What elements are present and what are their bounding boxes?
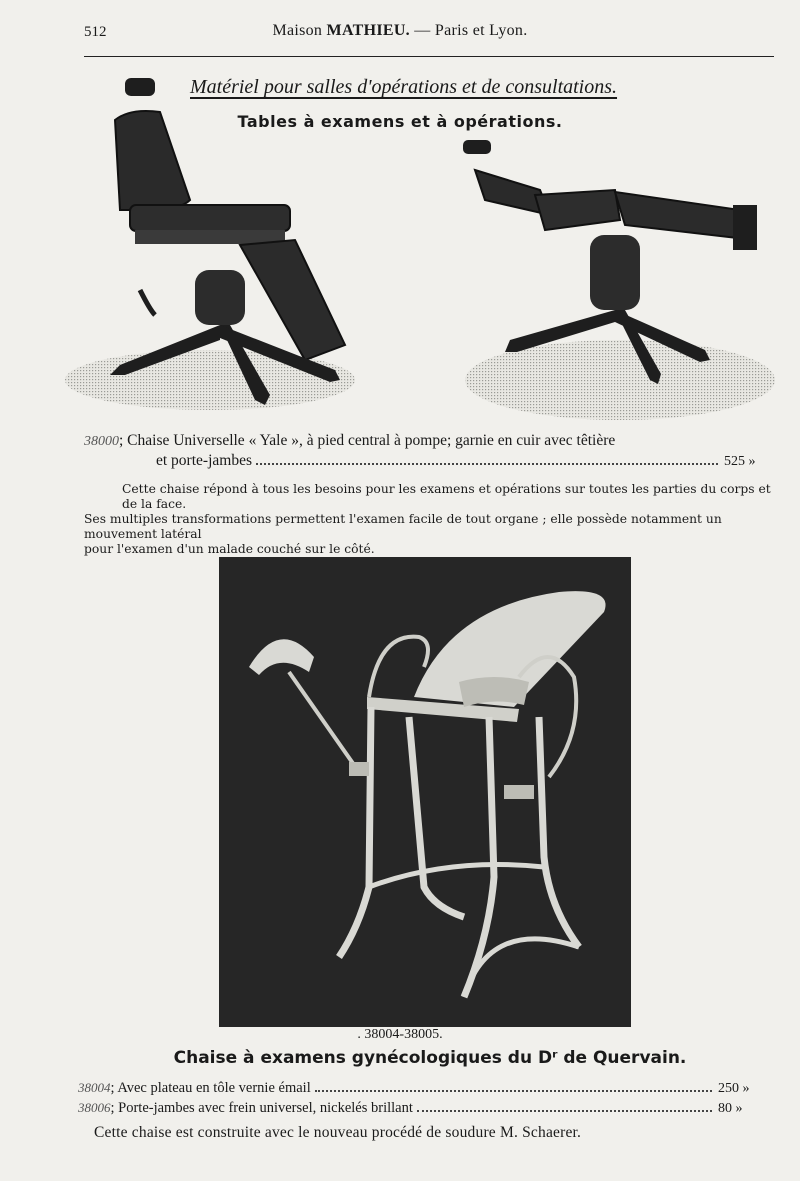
quervain-chair-photo: [219, 557, 631, 1027]
chair2-item-label: [78, 1100, 413, 1117]
chair1-entry-line1: [84, 432, 615, 450]
chair1-description: [84, 482, 774, 557]
chair2-item-ref: 38006: [78, 1100, 111, 1115]
header-rule: [84, 56, 774, 57]
chair2-item-ref: 38004: [78, 1080, 111, 1095]
leader-dots: [315, 1090, 712, 1092]
chair2-item-row: [78, 1100, 770, 1118]
chair2-item-row: [78, 1080, 770, 1098]
chair1-line2: et porte-jambes: [156, 452, 252, 469]
chair2-title: Chaise à examens gynécologiques du Dʳ de Quervain.: [173, 1048, 687, 1068]
section-title: Matériel pour salles d'opérations et de consultations.: [190, 76, 618, 98]
leader-dots: [417, 1110, 712, 1112]
chair1-entry-line2: [156, 452, 776, 472]
header-prefix: Maison: [272, 22, 327, 39]
section-subtitle: Tables à examens et à opérations.: [237, 112, 563, 131]
chair1-price: 525 »: [724, 454, 756, 469]
yale-chair-reclined-illustration: [455, 140, 775, 430]
leader-dots: [256, 463, 718, 465]
chair2-item-label: [78, 1080, 311, 1097]
quervain-chair-drawing: [219, 557, 631, 1027]
chair1-desc-line: Ses multiples transformations permettent l'examen facile de tout organe ; elle possède notamment un mouvement latéral: [84, 512, 722, 541]
chair2-note: Cette chaise est construite avec le nouveau procédé de soudure M. Schaerer.: [94, 1124, 582, 1141]
chair1-desc-line: pour l'examen d'un malade couché sur le côté.: [84, 542, 375, 556]
photo-caption-ref: . 38004-38005.: [357, 1027, 443, 1042]
chair1-name: ; Chaise Universelle « Yale », à pied central à pompe; garnie en cuir avec têtière: [119, 432, 616, 449]
chair2-item-text: ; Avec plateau en tôle vernie émail: [110, 1080, 311, 1096]
chair2-item-price: 80 »: [718, 1101, 743, 1116]
chair1-desc-line: Cette chaise répond à tous les besoins pour les examens et opérations sur toutes les parties du corps et de la face.: [122, 482, 771, 511]
running-header: [0, 22, 800, 40]
chair2-item-price: 250 »: [718, 1081, 750, 1096]
yale-chair-upright-illustration: [80, 70, 370, 415]
page-number: 512: [84, 24, 107, 40]
chair1-ref: 38000: [84, 434, 119, 449]
header-suffix: — Paris et Lyon.: [410, 22, 528, 39]
header-brand: MATHIEU.: [326, 22, 410, 39]
chair2-item-text: ; Porte-jambes avec frein universel, nickelés brillant: [110, 1100, 413, 1116]
